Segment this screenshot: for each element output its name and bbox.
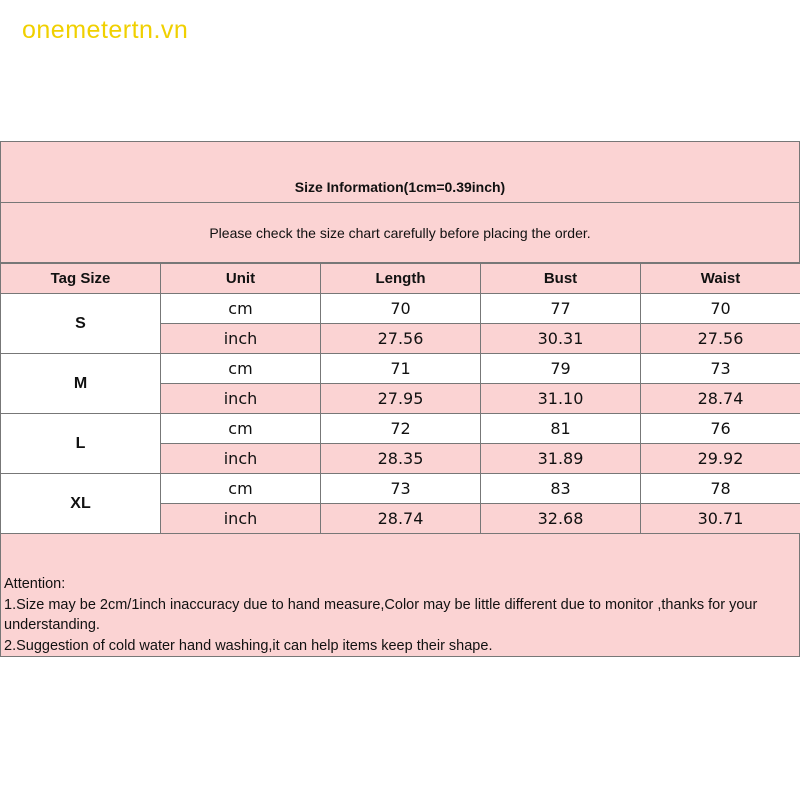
length-cell: 28.74 [321,504,481,534]
unit-cell: cm [161,414,321,444]
length-cell: 73 [321,474,481,504]
waist-cell: 73 [641,354,800,384]
attention-notes [0,534,800,657]
attention-heading: Attention: [4,576,66,592]
header-tag-size: Tag Size [1,264,161,294]
unit-cell: cm [161,354,321,384]
bust-cell: 81 [481,414,641,444]
bust-cell: 31.89 [481,444,641,474]
unit-cell: inch [161,384,321,414]
length-cell: 72 [321,414,481,444]
table-row [1,294,800,324]
length-cell: 71 [321,354,481,384]
bust-cell: 31.10 [481,384,641,414]
chart-title: Size Information(1cm=0.39inch) [0,141,800,203]
table-row [1,354,800,384]
waist-cell: 70 [641,294,800,324]
tag-size-cell: XL [1,474,161,534]
length-cell: 28.35 [321,444,481,474]
unit-cell: inch [161,444,321,474]
size-table [0,263,800,534]
waist-cell: 29.92 [641,444,800,474]
size-chart [0,141,800,657]
unit-cell: cm [161,294,321,324]
header-unit: Unit [161,264,321,294]
attention-line-1: 1.Size may be 2cm/1inch inaccuracy due to hand measure,Color may be little different due to monitor ,thanks for your understanding. [4,596,758,633]
tag-size-cell: L [1,414,161,474]
attention-line-2: 2.Suggestion of cold water hand washing,it can help items keep their shape. [4,637,493,654]
header-bust: Bust [481,264,641,294]
tag-size-cell: S [1,294,161,354]
bust-cell: 77 [481,294,641,324]
watermark-text: onemetertn.vn [22,16,189,44]
length-cell: 27.56 [321,324,481,354]
unit-cell: inch [161,504,321,534]
waist-cell: 28.74 [641,384,800,414]
table-header-row [1,264,800,294]
header-waist: Waist [641,264,800,294]
bust-cell: 83 [481,474,641,504]
length-cell: 27.95 [321,384,481,414]
header-length: Length [321,264,481,294]
table-row [1,474,800,504]
unit-cell: cm [161,474,321,504]
unit-cell: inch [161,324,321,354]
length-cell: 70 [321,294,481,324]
tag-size-cell: M [1,354,161,414]
chart-note: Please check the size chart carefully before placing the order. [0,203,800,263]
bust-cell: 32.68 [481,504,641,534]
waist-cell: 27.56 [641,324,800,354]
bust-cell: 30.31 [481,324,641,354]
waist-cell: 30.71 [641,504,800,534]
table-row [1,414,800,444]
waist-cell: 76 [641,414,800,444]
waist-cell: 78 [641,474,800,504]
bust-cell: 79 [481,354,641,384]
